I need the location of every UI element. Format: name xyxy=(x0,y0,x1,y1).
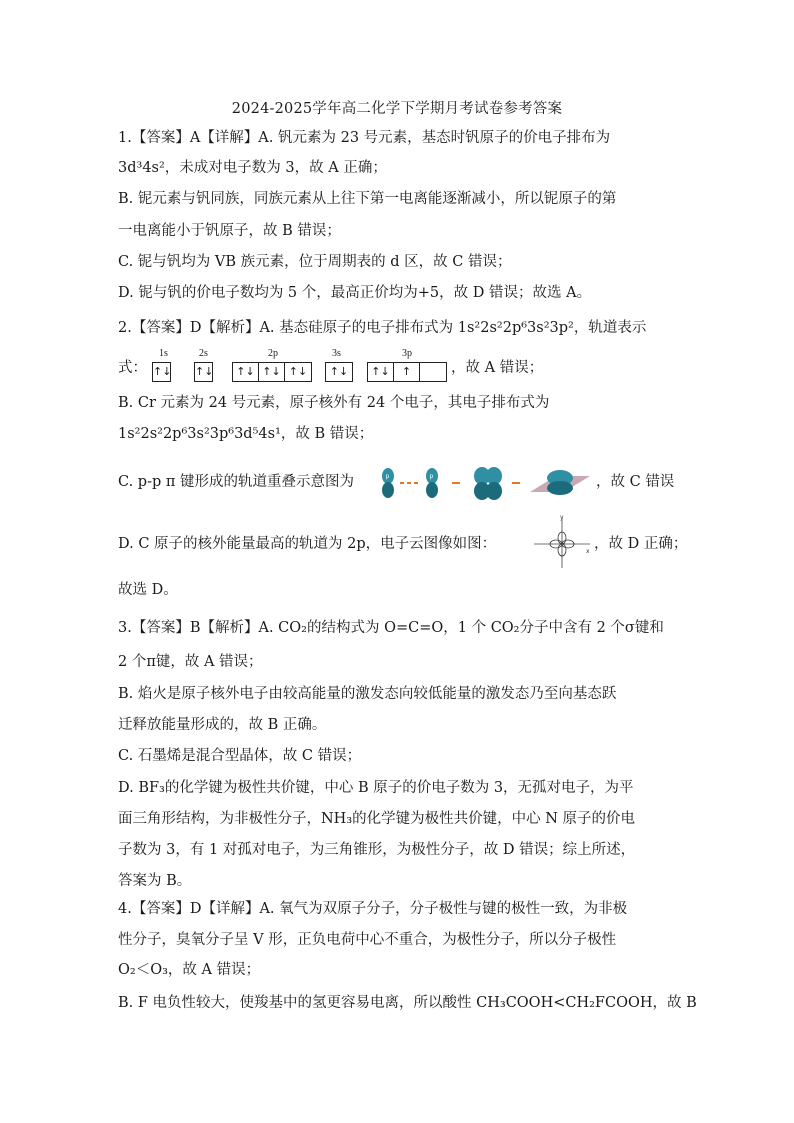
electron-cloud-diagram xyxy=(530,514,594,570)
q1-line-4: 一电离能小于钒原子，故 B 错误； xyxy=(118,223,341,239)
q4-line-1: 4.【答案】D【详解】A. 氧气为双原子分子，分子极性与键的极性一致，为非极 xyxy=(118,901,628,917)
orbital-box-3s xyxy=(325,362,353,382)
page-title: 2024-2025学年高二化学下学期月考试卷参考答案 xyxy=(231,101,563,117)
q3-line-5: C. 石墨烯是混合型晶体，故 C 错误； xyxy=(118,748,362,764)
q2-line-6-prefix: D. C 原子的核外能量最高的轨道为 2p，电子云图像如图： xyxy=(118,536,497,552)
orbital-cell: ↑↓ xyxy=(195,365,214,378)
pi-bond-overlap-diagram xyxy=(380,466,592,500)
orbital-label-3p: 3p xyxy=(402,348,412,359)
q3-line-8: 子数为 3，有 1 对孤对电子，为三角锥形，为极性分子，故 D 错误；综上所述， xyxy=(118,842,636,858)
q4-line-3: O₂＜O₃，故 A 错误； xyxy=(118,962,261,978)
orbital-label-2p: 2p xyxy=(268,348,278,359)
orbital-box-2p xyxy=(232,362,312,382)
q3-line-7: 面三角形结构，为非极性分子，NH₃的化学键为极性共价键，中心 N 原子的价电 xyxy=(118,811,636,827)
orbital-label-2s: 2s xyxy=(199,348,208,359)
orbital-cell: ↑↓ xyxy=(233,363,259,381)
axis-y-label: y xyxy=(560,514,564,521)
pi-bond-plane-icon xyxy=(530,470,590,495)
q4-line-4: B. F 电负性较大，使羧基中的氢更容易电离，所以酸性 CH₃COOH<CH₂FCOOH，故 B xyxy=(118,995,697,1011)
orbital-cell: ↑↓ xyxy=(329,365,349,378)
q3-line-1: 3.【答案】B【解析】A. CO₂的结构式为 O=C=O，1 个 CO₂分子中含有 2 个σ键和 xyxy=(118,620,664,636)
q2-line-2-prefix: 式： xyxy=(118,360,147,376)
q2-line-2-suffix: ，故 A 错误； xyxy=(451,360,544,376)
q1-line-1: 1.【答案】A【详解】A. 钒元素为 23 号元素，基态时钒原子的价电子排布为 xyxy=(118,130,611,146)
q3-line-9: 答案为 B。 xyxy=(118,873,192,889)
p-label: p xyxy=(385,473,390,480)
orbital-label-3s: 3s xyxy=(332,348,341,359)
q2-line-1: 2.【答案】D【解析】A. 基态硅原子的电子排布式为 1s²2s²2p⁶3s²3p²，轨道表示 xyxy=(118,320,647,336)
q4-line-2: 性分子，臭氧分子呈 V 形，正负电荷中心不重合，为极性分子，所以分子极性 xyxy=(118,932,617,948)
q1-line-6: D. 铌与钒的价电子数均为 5 个，最高正价均为+5，故 D 错误；故选 A。 xyxy=(118,285,592,301)
q2-line-5-prefix: C. p-p π 键形成的轨道重叠示意图为 xyxy=(118,474,355,490)
q1-line-3: B. 铌元素与钒同族，同族元素从上往下第一电离能逐渐减小，所以铌原子的第 xyxy=(118,191,617,207)
orbital-cell xyxy=(420,363,446,381)
q3-line-4: 迁释放能量形成的，故 B 正确。 xyxy=(118,717,327,733)
orbital-box-2s xyxy=(194,362,213,382)
orbital-cell: ↑ xyxy=(394,363,420,381)
q2-line-7: 故选 D。 xyxy=(118,582,178,598)
orbital-cell: ↑↓ xyxy=(153,365,172,378)
orbital-box-1s xyxy=(152,362,171,382)
orbital-label-1s: 1s xyxy=(159,348,168,359)
q3-line-3: B. 焰火是原子核外电子由较高能量的激发态向较低能量的激发态乃至向基态跃 xyxy=(118,686,617,702)
q2-line-5-suffix: ，故 C 错误 xyxy=(596,474,675,490)
q2-line-3: B. Cr 元素为 24 号元素，原子核外有 24 个电子，其电子排布式为 xyxy=(118,395,550,411)
q3-line-2: 2 个π键，故 A 错误； xyxy=(118,654,263,670)
orbital-diagram-row xyxy=(118,348,678,384)
q2-line-6-suffix: ，故 D 正确； xyxy=(594,536,688,552)
q1-line-5: C. 铌与钒均为 VB 族元素，位于周期表的 d 区，故 C 错误； xyxy=(118,254,512,270)
orbital-box-3p xyxy=(367,362,447,382)
axis-x-label: x xyxy=(586,548,590,555)
q2-line-4: 1s²2s²2p⁶3s²3p⁶3d⁵4s¹，故 B 错误； xyxy=(118,426,374,442)
q1-line-2: 3d³4s²，未成对电子数为 3，故 A 正确； xyxy=(118,160,387,176)
orbital-cell: ↑↓ xyxy=(368,363,394,381)
p-orbital-icon xyxy=(426,468,438,498)
orbital-cell: ↑↓ xyxy=(259,363,285,381)
p-label: p xyxy=(429,473,434,480)
orbital-cell: ↑↓ xyxy=(288,365,308,378)
p-orbital-icon xyxy=(382,468,394,498)
overlapping-p-orbitals-icon xyxy=(474,467,502,500)
q3-line-6: D. BF₃的化学键为极性共价键，中心 B 原子的价电子数为 3，无孤对电子，为平 xyxy=(118,780,634,796)
